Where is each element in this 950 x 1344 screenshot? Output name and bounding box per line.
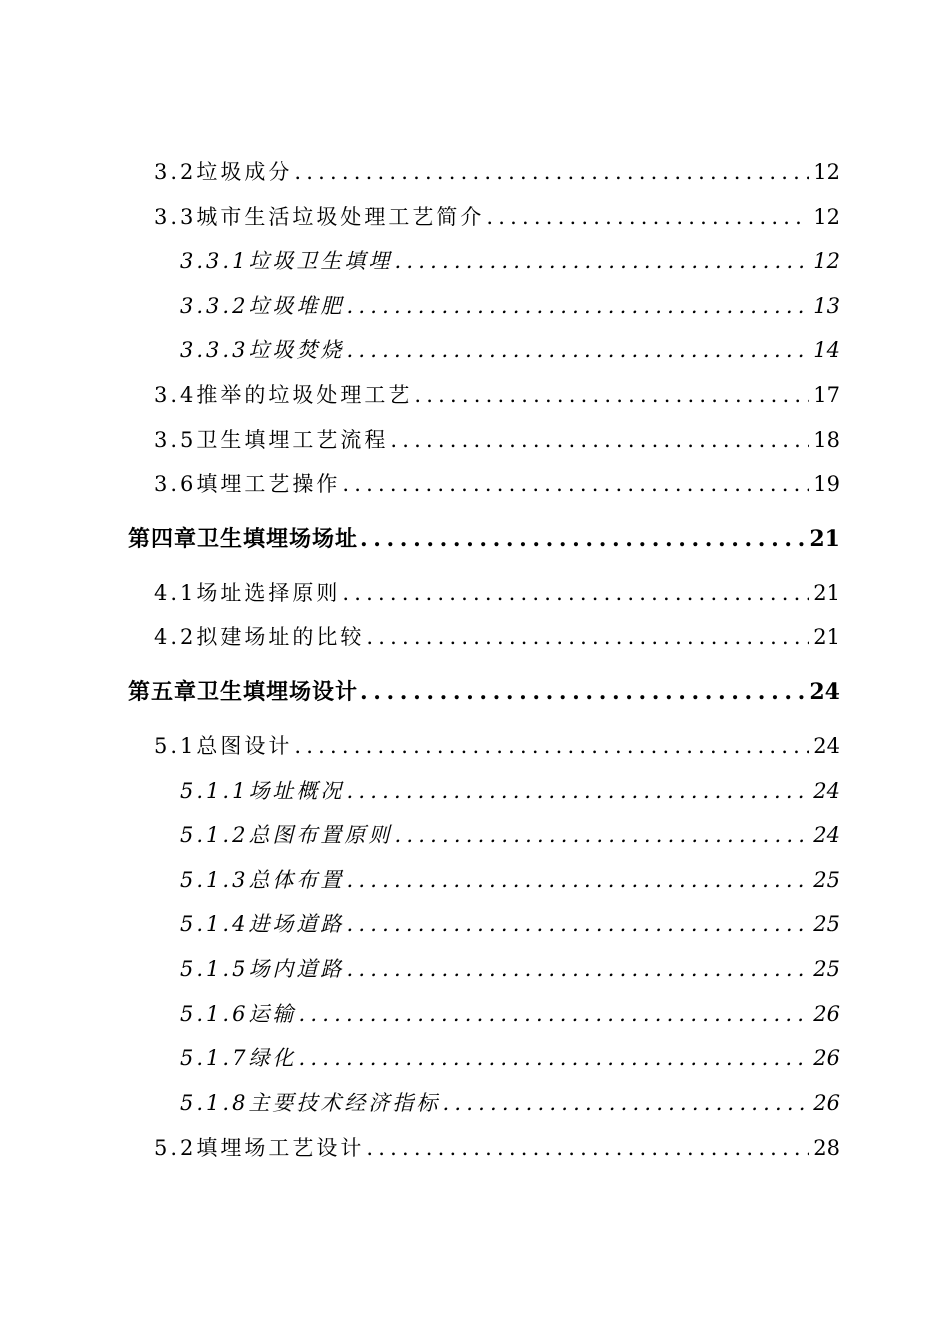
section-number: 5.1.7 — [180, 1046, 249, 1070]
section-title: 总体布置 — [248, 868, 345, 892]
page-number: 26 — [813, 1002, 840, 1026]
section-title: 卫生填埋工艺流程 — [196, 428, 389, 452]
toc-entry-5-1-6[interactable] — [180, 999, 840, 1029]
section-title: 总图布置原则 — [248, 823, 393, 847]
section-number: 5.1.4 — [180, 912, 249, 936]
toc-chapter-5[interactable] — [128, 677, 840, 707]
section-title: 推举的垃圾处理工艺 — [196, 383, 413, 407]
section-number: 3.5 — [154, 428, 197, 452]
section-number: 4.1 — [154, 581, 197, 605]
dot-leader — [342, 578, 809, 608]
page-number: 26 — [813, 1046, 840, 1070]
dot-leader — [394, 246, 809, 276]
dot-leader — [346, 954, 809, 984]
section-title: 进场道路 — [248, 912, 345, 936]
section-number: 5.1.2 — [180, 823, 249, 847]
section-number: 5.1.6 — [180, 1002, 249, 1026]
section-title: 总图设计 — [196, 734, 293, 758]
section-number: 5.1.8 — [180, 1091, 249, 1115]
toc-entry-4-2[interactable] — [154, 622, 840, 652]
section-title: 垃圾焚烧 — [248, 338, 345, 362]
toc-entry-3-3-1[interactable] — [180, 246, 840, 276]
page-number: 12 — [813, 205, 840, 229]
page-number: 28 — [813, 1136, 840, 1160]
dot-leader — [360, 524, 805, 554]
section-title: 场址概况 — [248, 779, 345, 803]
section-title: 填埋场工艺设计 — [196, 1136, 365, 1160]
page-number: 21 — [809, 526, 840, 552]
page-number: 12 — [813, 160, 840, 184]
section-number: 3.3.2 — [180, 294, 249, 318]
page-number: 12 — [813, 249, 840, 273]
section-number: 3.3.1 — [180, 249, 249, 273]
toc-entry-3-6[interactable] — [154, 469, 840, 499]
section-number: 3.6 — [154, 472, 197, 496]
section-title: 拟建场址的比较 — [196, 625, 365, 649]
toc-entry-3-3[interactable] — [154, 202, 840, 232]
toc-entry-3-3-2[interactable] — [180, 291, 840, 321]
toc-entry-3-4[interactable] — [154, 380, 840, 410]
chapter-title: 卫生填埋场设计 — [197, 679, 359, 705]
toc-entry-5-1-1[interactable] — [180, 776, 840, 806]
page-number: 21 — [813, 581, 840, 605]
toc-entry-5-1-8[interactable] — [180, 1088, 840, 1118]
dot-leader — [414, 380, 809, 410]
dot-leader — [442, 1088, 809, 1118]
section-number: 4.2 — [154, 625, 197, 649]
section-title: 场内道路 — [248, 957, 345, 981]
toc-entry-3-5[interactable] — [154, 425, 840, 455]
section-title: 垃圾卫生填埋 — [248, 249, 393, 273]
dot-leader — [346, 291, 809, 321]
dot-leader — [360, 677, 805, 707]
page-number: 25 — [813, 957, 840, 981]
page-number: 19 — [813, 472, 840, 496]
toc-entry-5-1[interactable] — [154, 731, 840, 761]
section-number: 5.1.1 — [180, 779, 249, 803]
toc-entry-5-1-2[interactable] — [180, 820, 840, 850]
page-number: 17 — [813, 383, 840, 407]
section-title: 垃圾成分 — [196, 160, 293, 184]
section-title: 填埋工艺操作 — [196, 472, 341, 496]
section-number: 3.4 — [154, 383, 197, 407]
page-number: 24 — [813, 823, 840, 847]
section-number: 5.2 — [154, 1136, 197, 1160]
page-number: 18 — [813, 428, 840, 452]
page-number: 25 — [813, 912, 840, 936]
dot-leader — [346, 776, 809, 806]
chapter-number: 第五章 — [128, 679, 198, 705]
dot-leader — [346, 335, 809, 365]
section-title: 垃圾堆肥 — [248, 294, 345, 318]
section-number: 5.1 — [154, 734, 197, 758]
section-number: 3.2 — [154, 160, 197, 184]
toc-entry-5-2[interactable] — [154, 1133, 840, 1163]
dot-leader — [342, 469, 809, 499]
toc-entry-3-3-3[interactable] — [180, 335, 840, 365]
dot-leader — [346, 865, 809, 895]
section-number: 3.3.3 — [180, 338, 249, 362]
section-title: 场址选择原则 — [196, 581, 341, 605]
toc-entry-3-2[interactable] — [154, 157, 840, 187]
page-number: 25 — [813, 868, 840, 892]
chapter-number: 第四章 — [128, 526, 198, 552]
toc-entry-5-1-5[interactable] — [180, 954, 840, 984]
dot-leader — [366, 622, 809, 652]
section-title: 绿化 — [248, 1046, 297, 1070]
section-title: 城市生活垃圾处理工艺简介 — [196, 205, 485, 229]
dot-leader — [294, 731, 809, 761]
page-number: 24 — [809, 679, 840, 705]
page-number: 26 — [813, 1091, 840, 1115]
section-title: 运输 — [248, 1002, 297, 1026]
dot-leader — [394, 820, 809, 850]
page-number: 24 — [813, 734, 840, 758]
chapter-title: 卫生填埋场场址 — [197, 526, 359, 552]
dot-leader — [346, 909, 809, 939]
dot-leader — [298, 1043, 809, 1073]
dot-leader — [366, 1133, 809, 1163]
page-number: 13 — [813, 294, 840, 318]
section-number: 5.1.5 — [180, 957, 249, 981]
dot-leader — [298, 999, 809, 1029]
dot-leader — [294, 157, 809, 187]
section-number: 3.3 — [154, 205, 197, 229]
toc-entry-4-1[interactable] — [154, 578, 840, 608]
toc-entry-5-1-4[interactable] — [180, 909, 840, 939]
dot-leader — [390, 425, 809, 455]
page-number: 14 — [813, 338, 840, 362]
toc-entry-5-1-7[interactable] — [180, 1043, 840, 1073]
toc-chapter-4[interactable] — [128, 524, 840, 554]
toc-entry-5-1-3[interactable] — [180, 865, 840, 895]
section-number: 5.1.3 — [180, 868, 249, 892]
dot-leader — [486, 202, 809, 232]
page-number: 21 — [813, 625, 840, 649]
section-title: 主要技术经济指标 — [248, 1091, 441, 1115]
page-number: 24 — [813, 779, 840, 803]
